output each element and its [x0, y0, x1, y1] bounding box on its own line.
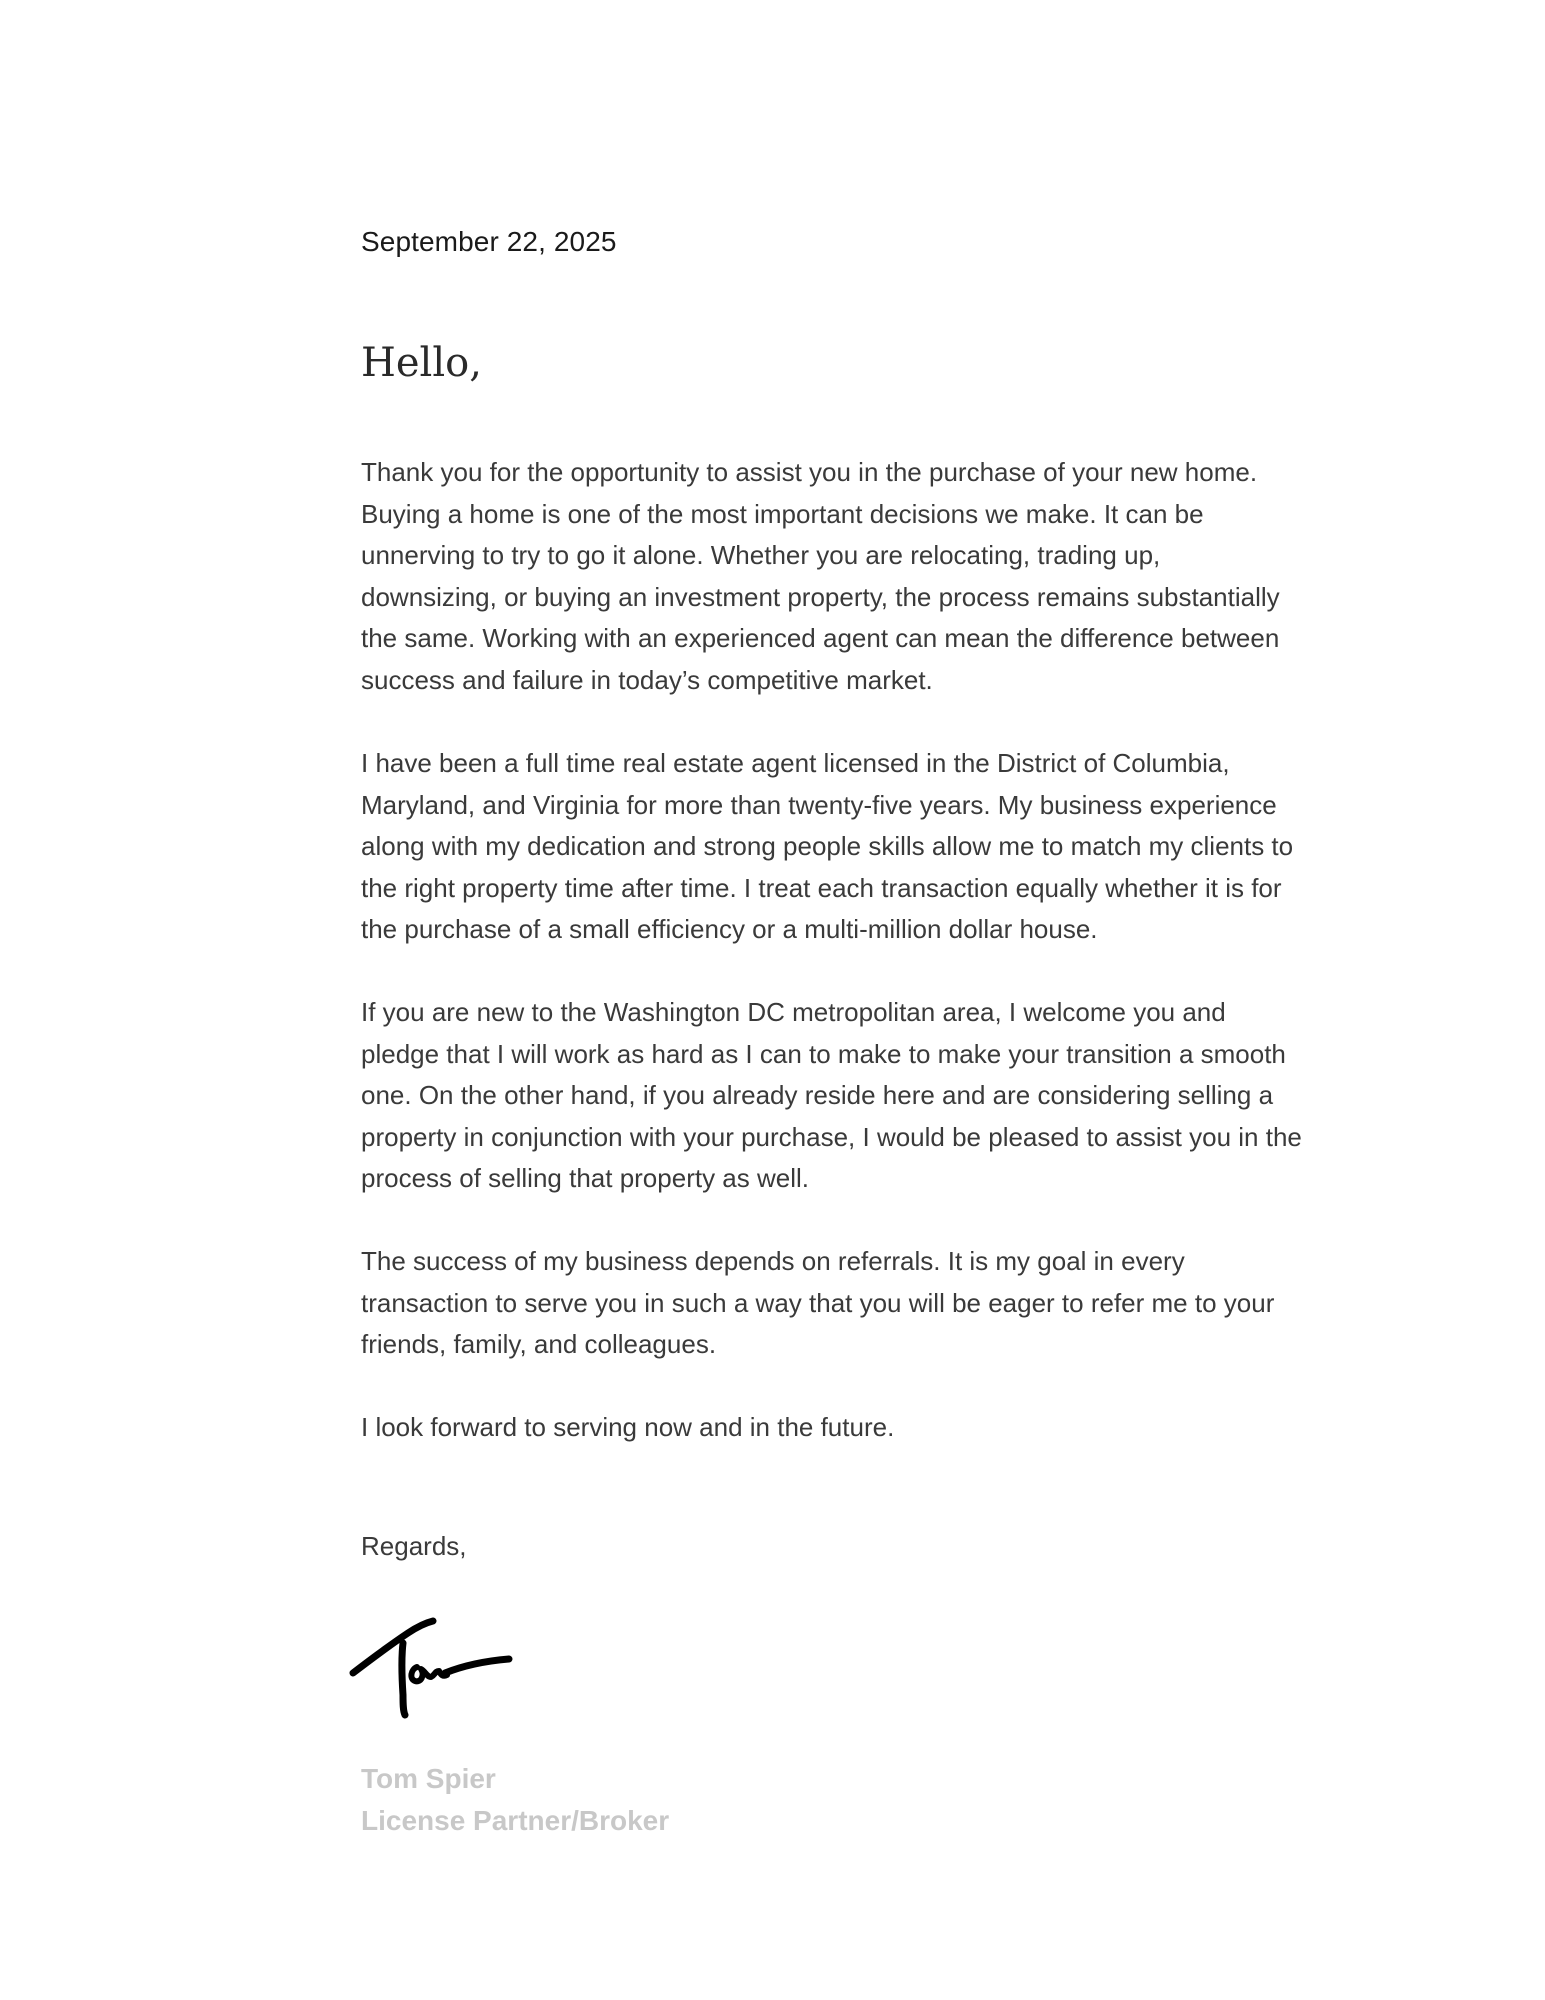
- paragraph-line: unnerving to try to go it alone. Whether you are relocating, trading up,: [361, 540, 1161, 570]
- paragraph-1: [361, 452, 1361, 701]
- signer-block: [361, 1758, 669, 1842]
- paragraph-line: process of selling that property as well.: [361, 1163, 809, 1193]
- paragraph-2: [361, 743, 1361, 951]
- paragraph-line: success and failure in today’s competitive market.: [361, 664, 933, 695]
- paragraph-line: Buying a home is one of the most important decisions we make. It can be: [361, 498, 1204, 529]
- paragraph-line: pledge that I will work as hard as I can to make to make your transition a smooth: [361, 1038, 1286, 1069]
- paragraph-line: transaction to serve you in such a way that you will be eager to refer me to your: [361, 1287, 1275, 1318]
- signer-name: Tom Spier: [361, 1763, 496, 1794]
- letter-date: September 22, 2025: [361, 226, 617, 257]
- paragraph-line: property in conjunction with your purchase, I would be pleased to assist you in the: [361, 1121, 1302, 1152]
- paragraph-3: [361, 992, 1361, 1200]
- paragraph-line: friends, family, and colleagues.: [361, 1329, 717, 1359]
- paragraph-line: Thank you for the opportunity to assist you in the purchase of your new home.: [361, 457, 1258, 487]
- paragraph-line: I have been a full time real estate agent licensed in the District of Columbia,: [361, 748, 1230, 778]
- paragraph-line: the right property time after time. I treat each transaction equally whether it is for: [361, 872, 1282, 903]
- letter-closing: Regards,: [361, 1531, 467, 1561]
- paragraph-5: [361, 1407, 1361, 1449]
- paragraph-line: downsizing, or buying an investment property, the process remains substantially: [361, 581, 1280, 612]
- signature-image: [345, 1605, 525, 1725]
- paragraph-line: the same. Working with an experienced agent can mean the difference between: [361, 623, 1280, 653]
- letter-greeting: Hello,: [361, 340, 482, 386]
- paragraph-4: [361, 1241, 1361, 1366]
- paragraph-line: The success of my business depends on referrals. It is my goal in every: [361, 1246, 1185, 1276]
- paragraph-line: If you are new to the Washington DC metropolitan area, I welcome you and: [361, 997, 1226, 1027]
- paragraph-line: along with my dedication and strong people skills allow me to match my clients to: [361, 831, 1294, 861]
- paragraph-line: Maryland, and Virginia for more than twenty-five years. My business experience: [361, 789, 1277, 820]
- paragraph-line: the purchase of a small efficiency or a multi-million dollar house.: [361, 914, 1098, 944]
- paragraph-line: one. On the other hand, if you already reside here and are considering selling a: [361, 1080, 1274, 1110]
- paragraph-line: I look forward to serving now and in the future.: [361, 1412, 895, 1442]
- signer-title: License Partner/Broker: [361, 1805, 670, 1836]
